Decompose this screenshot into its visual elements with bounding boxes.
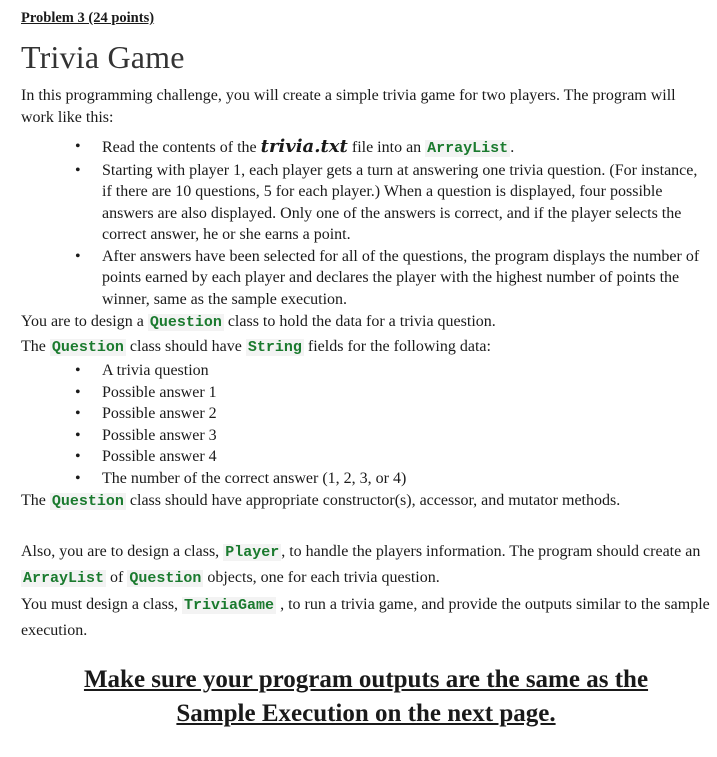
filename-text: trivia.txt — [260, 136, 348, 157]
text: class should have — [129, 337, 242, 355]
code-player: Player — [225, 543, 280, 561]
text: of — [110, 568, 124, 586]
list-item: • Possible answer 3 — [21, 425, 711, 447]
code-arraylist: ArrayList — [427, 140, 509, 157]
text: You must design a class, — [21, 595, 179, 613]
design-line-1 — [21, 311, 711, 334]
fields-list — [21, 360, 711, 489]
text: The — [21, 492, 46, 509]
text: class to hold the data for a trivia question. — [227, 313, 496, 330]
text: class should have appropriate constructor(s), accessor, and mutator methods. — [129, 492, 621, 509]
text: objects, one for each trivia question. — [207, 568, 440, 586]
final-line-2: Sample Execution on the next page. — [176, 700, 556, 727]
spacer — [21, 513, 711, 539]
problem-heading: Problem 3 (24 points) — [21, 10, 155, 26]
step-item: • After answers have been selected for all of the questions, the program displays the number of points earned by each player and declares the player with the highest number of points the winner, same as the sample execution. — [21, 246, 711, 311]
step-item — [21, 136, 711, 160]
intro-paragraph: In this programming challenge, you will create a simple trivia game for two players. The program will work like this: — [21, 87, 676, 126]
step-item: • Starting with player 1, each player gets a turn at answering one trivia question. (For instance, if there are 10 questions, 5 for each player.) When a question is displayed, four possible answers are also displayed. Only one of the answers is correct, and if the player selects the correct answer, he or she earns a point. — [21, 160, 711, 246]
final-line-1: Make sure your program outputs are the same as the — [83, 666, 649, 693]
step-text: file into an — [351, 139, 422, 156]
step-text: Read the contents of the — [102, 139, 257, 156]
code-question: Question — [51, 493, 124, 510]
code-arraylist: ArrayList — [23, 569, 105, 587]
text: , to run a trivia game, and provide the outputs similar to the sample execution. — [21, 595, 710, 639]
code-question: Question — [51, 338, 124, 356]
list-item: • A trivia question — [21, 360, 711, 382]
text: fields for the following data: — [307, 337, 491, 355]
design-line-2 — [21, 336, 711, 359]
list-item: • Possible answer 1 — [21, 382, 711, 404]
text: Also, you are to design a class, — [21, 542, 220, 560]
steps-list — [21, 136, 711, 310]
text: You are to design a — [21, 313, 144, 330]
step-text: . — [510, 139, 515, 156]
code-question: Question — [129, 569, 202, 587]
text: The — [21, 337, 46, 355]
list-item: • Possible answer 4 — [21, 446, 711, 468]
final-notice — [21, 663, 711, 731]
document-page — [21, 8, 711, 727]
code-question: Question — [149, 314, 222, 331]
must-paragraph — [21, 592, 711, 643]
code-string: String — [247, 338, 302, 356]
list-item: • Possible answer 2 — [21, 403, 711, 425]
also-paragraph — [21, 539, 711, 591]
text: , to handle the players information. The program should create an — [281, 542, 701, 560]
list-item: • The number of the correct answer (1, 2, 3, or 4) — [21, 468, 711, 490]
code-triviagame: TriviaGame — [184, 596, 275, 614]
page-title: Trivia Game — [21, 39, 185, 75]
design-line-3 — [21, 490, 711, 513]
